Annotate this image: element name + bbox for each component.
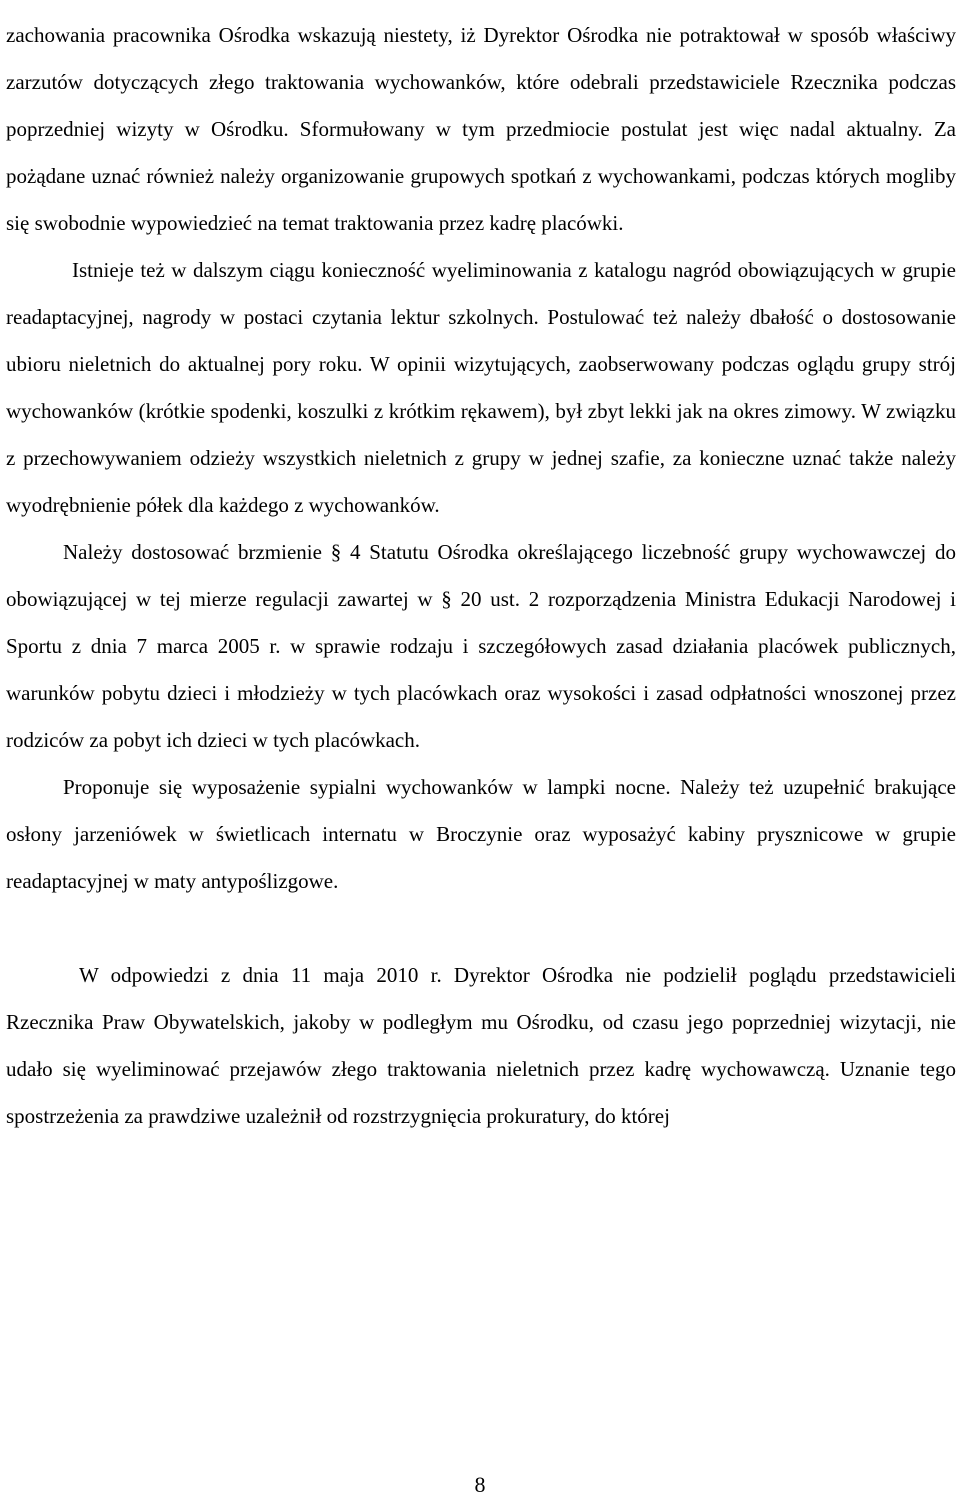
paragraph-equipment: Proponuje się wyposażenie sypialni wychowanków w lampki nocne. Należy też uzupełnić brakujące osłony jarzeniówek w świetlicach internatu w Broczynie oraz wyposażyć kabiny prysznicowe w grupie readaptacyjnej w maty antypoślizgowe. [6, 775, 956, 893]
document-page [6, 0, 956, 1140]
paragraph-reward-catalog: Istnieje też w dalszym ciągu konieczność wyeliminowania z katalogu nagród obowiązujących w grupie readaptacyjnej, nagrody w postaci czytania lektur szkolnych. Postulować też należy dbałość o dostosowanie ubioru nieletnich do aktualnej pory roku. W opinii wizytujących, zaobserwowany podczas oglądu grupy strój wychowanków (krótkie spodenki, koszulki z krótkim rękawem), był zbyt lekki jak na okres zimowy. W związku z przechowywaniem odzieży wszystkich nieletnich z grupy w jednej szafie, za konieczne uznać także należy wyodrębnienie półek dla każdego z wychowanków. [6, 258, 956, 517]
paragraph-director-response: W odpowiedzi z dnia 11 maja 2010 r. Dyrektor Ośrodka nie podzielił poglądu przedstawicieli Rzecznika Praw Obywatelskich, jakoby w podległym mu Ośrodku, od czasu jego poprzedniej wizytacji, nie udało się wyeliminować przejawów złego traktowania nieletnich przez kadrę wychowawczą. Uznanie tego spostrzeżenia za prawdziwe uzależnił od rozstrzygnięcia prokuratury, do której [6, 963, 956, 1128]
paragraph-statute: Należy dostosować brzmienie § 4 Statutu Ośrodka określającego liczebność grupy wychowawczej do obowiązującej w tej mierze regulacji zawartej w § 20 ust. 2 rozporządzenia Ministra Edukacji Narodowej i Sportu z dnia 7 marca 2005 r. w sprawie rodzaju i szczegółowych zasad działania placówek publicznych, warunków pobytu dzieci i młodzieży w tych placówkach oraz wysokości i zasad odpłatności wnoszonej przez rodziców za pobyt ich dzieci w tych placówkach. [6, 540, 956, 752]
page-number: 8 [474, 1472, 486, 1497]
paragraph-continuation: zachowania pracownika Ośrodka wskazują niestety, iż Dyrektor Ośrodka nie potraktował w sposób właściwy zarzutów dotyczących złego traktowania wychowanków, które odebrali przedstawiciele Rzecznika podczas poprzedniej wizyty w Ośrodku. Sformułowany w tym przedmiocie postulat jest więc nadal aktualny. Za pożądane uznać również należy organizowanie grupowych spotkań z wychowankami, podczas których mogliby się swobodnie wypowiedzieć na temat traktowania przez kadrę placówki. [6, 23, 956, 235]
